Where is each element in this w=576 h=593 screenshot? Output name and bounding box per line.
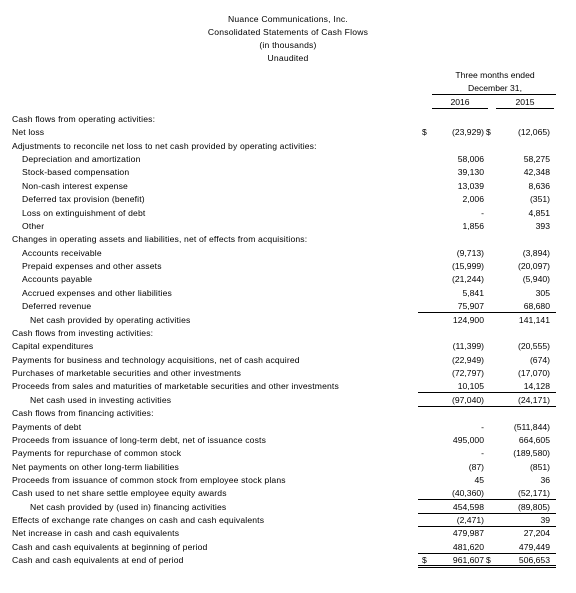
value-2016: 75,907 [457,301,484,312]
table-row [0,180,576,193]
currency-symbol: $ [486,555,491,566]
table-row [0,421,576,434]
row-label: Net loss [12,127,45,138]
value-2016: - [481,421,484,432]
row-label: Depreciation and amortization [22,154,141,165]
value-2016: (21,244) [451,274,484,285]
row-label: Prepaid expenses and other assets [22,261,162,272]
value-2016: 39,130 [457,167,484,178]
row-label: Loss on extinguishment of debt [22,207,146,218]
value-2015: 141,141 [518,314,550,325]
value-2016: 13,039 [457,180,484,191]
table-row [0,474,576,487]
column-header-2016: 2016 [450,97,470,107]
period-header-line2: December 31, [468,83,522,93]
table-row [0,126,576,139]
table-row [0,260,576,273]
row-label: Proceeds from sales and maturities of marketable securities and other investments [12,381,339,392]
table-row [0,207,576,220]
value-2015: (12,065) [517,127,550,138]
row-label: Net increase in cash and cash equivalents [12,528,180,539]
table-row [0,113,576,126]
table-row [0,447,576,460]
table-row [0,407,576,420]
row-label: Deferred revenue [22,301,92,312]
row-label: Net cash used in investing activities [30,394,172,405]
value-2015: (20,555) [517,341,550,352]
value-2016: 961,607 [452,555,484,566]
table-row [0,541,576,554]
value-2016: 10,105 [457,381,484,392]
period-header-line1: Three months ended [455,70,535,80]
value-2015: (5,940) [522,274,550,285]
value-2015: 27,204 [523,528,550,539]
value-2015: 4,851 [528,207,550,218]
value-2015: (511,844) [513,421,550,432]
table-row [0,300,576,313]
value-2015: 479,449 [518,541,550,552]
value-2016: - [481,207,484,218]
table-row [0,380,576,393]
value-2016: (40,360) [451,488,484,499]
value-2016: (2,471) [456,515,484,526]
period-header-rule [432,94,556,95]
table-row [0,193,576,206]
value-2015: (674) [529,354,550,365]
value-2016: (15,999) [451,261,484,272]
column-rule-2015 [496,108,554,109]
table-row [0,527,576,540]
value-2015: (89,805) [517,501,550,512]
value-2015: 506,653 [518,555,550,566]
value-2015: 68,680 [523,301,550,312]
table-row [0,140,576,153]
value-2015: 58,275 [523,154,550,165]
statement-title: Consolidated Statements of Cash Flows [207,27,369,37]
row-label: Cash flows from operating activities: [12,114,156,124]
row-label: Stock-based compensation [22,167,130,178]
row-label: Payments for business and technology acquisitions, net of cash acquired [12,354,300,365]
table-row [0,287,576,300]
row-label: Effects of exchange rate changes on cash and cash equivalents [12,515,265,526]
value-2016: - [481,448,484,459]
value-2015: 36 [540,474,550,485]
table-row [0,554,576,567]
table-row [0,153,576,166]
table-row [0,166,576,179]
table-row [0,273,576,286]
value-2016: 495,000 [452,434,484,445]
row-label: Cash flows from investing activities: [12,327,154,338]
value-2016: (97,040) [451,394,484,405]
row-label: Net cash provided by operating activities [30,314,191,325]
table-row [0,501,576,514]
value-2015: 393 [535,220,550,231]
table-row [0,514,576,527]
total-double-rule [484,565,556,568]
value-2016: 479,987 [452,528,484,539]
value-2015: 305 [535,287,550,298]
currency-symbol: $ [422,555,427,566]
row-label: Purchases of marketable securities and other investments [12,368,242,379]
value-2016: (87) [468,461,484,472]
table-row [0,434,576,447]
table-row [0,354,576,367]
value-2016: 58,006 [457,154,484,165]
total-double-rule [418,565,488,568]
row-label: Accounts payable [22,274,93,285]
row-label: Other [22,220,45,231]
table-row [0,220,576,233]
row-label: Net cash provided by (used in) financing activities [30,501,227,512]
value-2016: 45 [474,474,484,485]
row-label: Net payments on other long-term liabilities [12,461,179,472]
row-label: Proceeds from issuance of long-term debt, net of issuance costs [12,434,267,445]
value-2015: (17,070) [517,368,550,379]
value-2015: 8,636 [528,180,550,191]
value-2015: (3,894) [522,247,550,258]
value-2016: (23,929) [451,127,484,138]
value-2016: 1,856 [462,220,484,231]
table-row [0,461,576,474]
table-row [0,247,576,260]
row-label: Cash used to net share settle employee equity awards [12,488,227,499]
row-label: Cash and cash equivalents at end of period [12,555,184,566]
value-2015: 39 [540,515,550,526]
table-row [0,394,576,407]
table-row [0,314,576,327]
row-label: Accrued expenses and other liabilities [22,287,172,298]
value-2015: (189,580) [513,448,550,459]
row-label: Adjustments to reconcile net loss to net cash provided by operating activities: [12,140,317,151]
value-2015: 42,348 [523,167,550,178]
value-2016: 481,620 [452,541,484,552]
value-2015: (20,097) [517,261,550,272]
column-header-2015: 2015 [515,97,535,107]
row-label: Non-cash interest expense [22,180,128,191]
value-2016: (22,949) [451,354,484,365]
row-label: Capital expenditures [12,341,94,352]
table-row [0,367,576,380]
row-label: Cash flows from financing activities: [12,408,154,419]
value-2016: 2,006 [462,194,484,205]
row-label: Changes in operating assets and liabilities, net of effects from acquisitions: [12,234,308,245]
value-2015: 664,605 [518,434,550,445]
value-2015: (851) [529,461,550,472]
table-row [0,327,576,340]
value-2016: 124,900 [452,314,484,325]
row-label: Cash and cash equivalents at beginning of period [12,541,208,552]
units-note: (in thousands) [259,40,317,50]
row-label: Proceeds from issuance of common stock from employee stock plans [12,474,286,485]
value-2015: (24,171) [517,394,550,405]
value-2015: (351) [529,194,550,205]
audit-note: Unaudited [267,53,309,63]
currency-symbol: $ [422,127,427,138]
value-2016: 454,598 [452,501,484,512]
table-row [0,233,576,246]
table-row [0,487,576,500]
value-2015: 14,128 [523,381,550,392]
value-2015: (52,171) [517,488,550,499]
table-row [0,340,576,353]
value-2016: (11,399) [452,341,484,352]
row-label: Payments of debt [12,421,82,432]
value-2016: (72,797) [451,368,484,379]
company-name: Nuance Communications, Inc. [227,14,349,24]
column-rule-2016 [432,108,488,109]
value-2016: (9,713) [456,247,484,258]
row-label: Payments for repurchase of common stock [12,448,182,459]
row-label: Deferred tax provision (benefit) [22,194,145,205]
currency-symbol: $ [486,127,491,138]
row-label: Accounts receivable [22,247,102,258]
value-2016: 5,841 [462,287,484,298]
